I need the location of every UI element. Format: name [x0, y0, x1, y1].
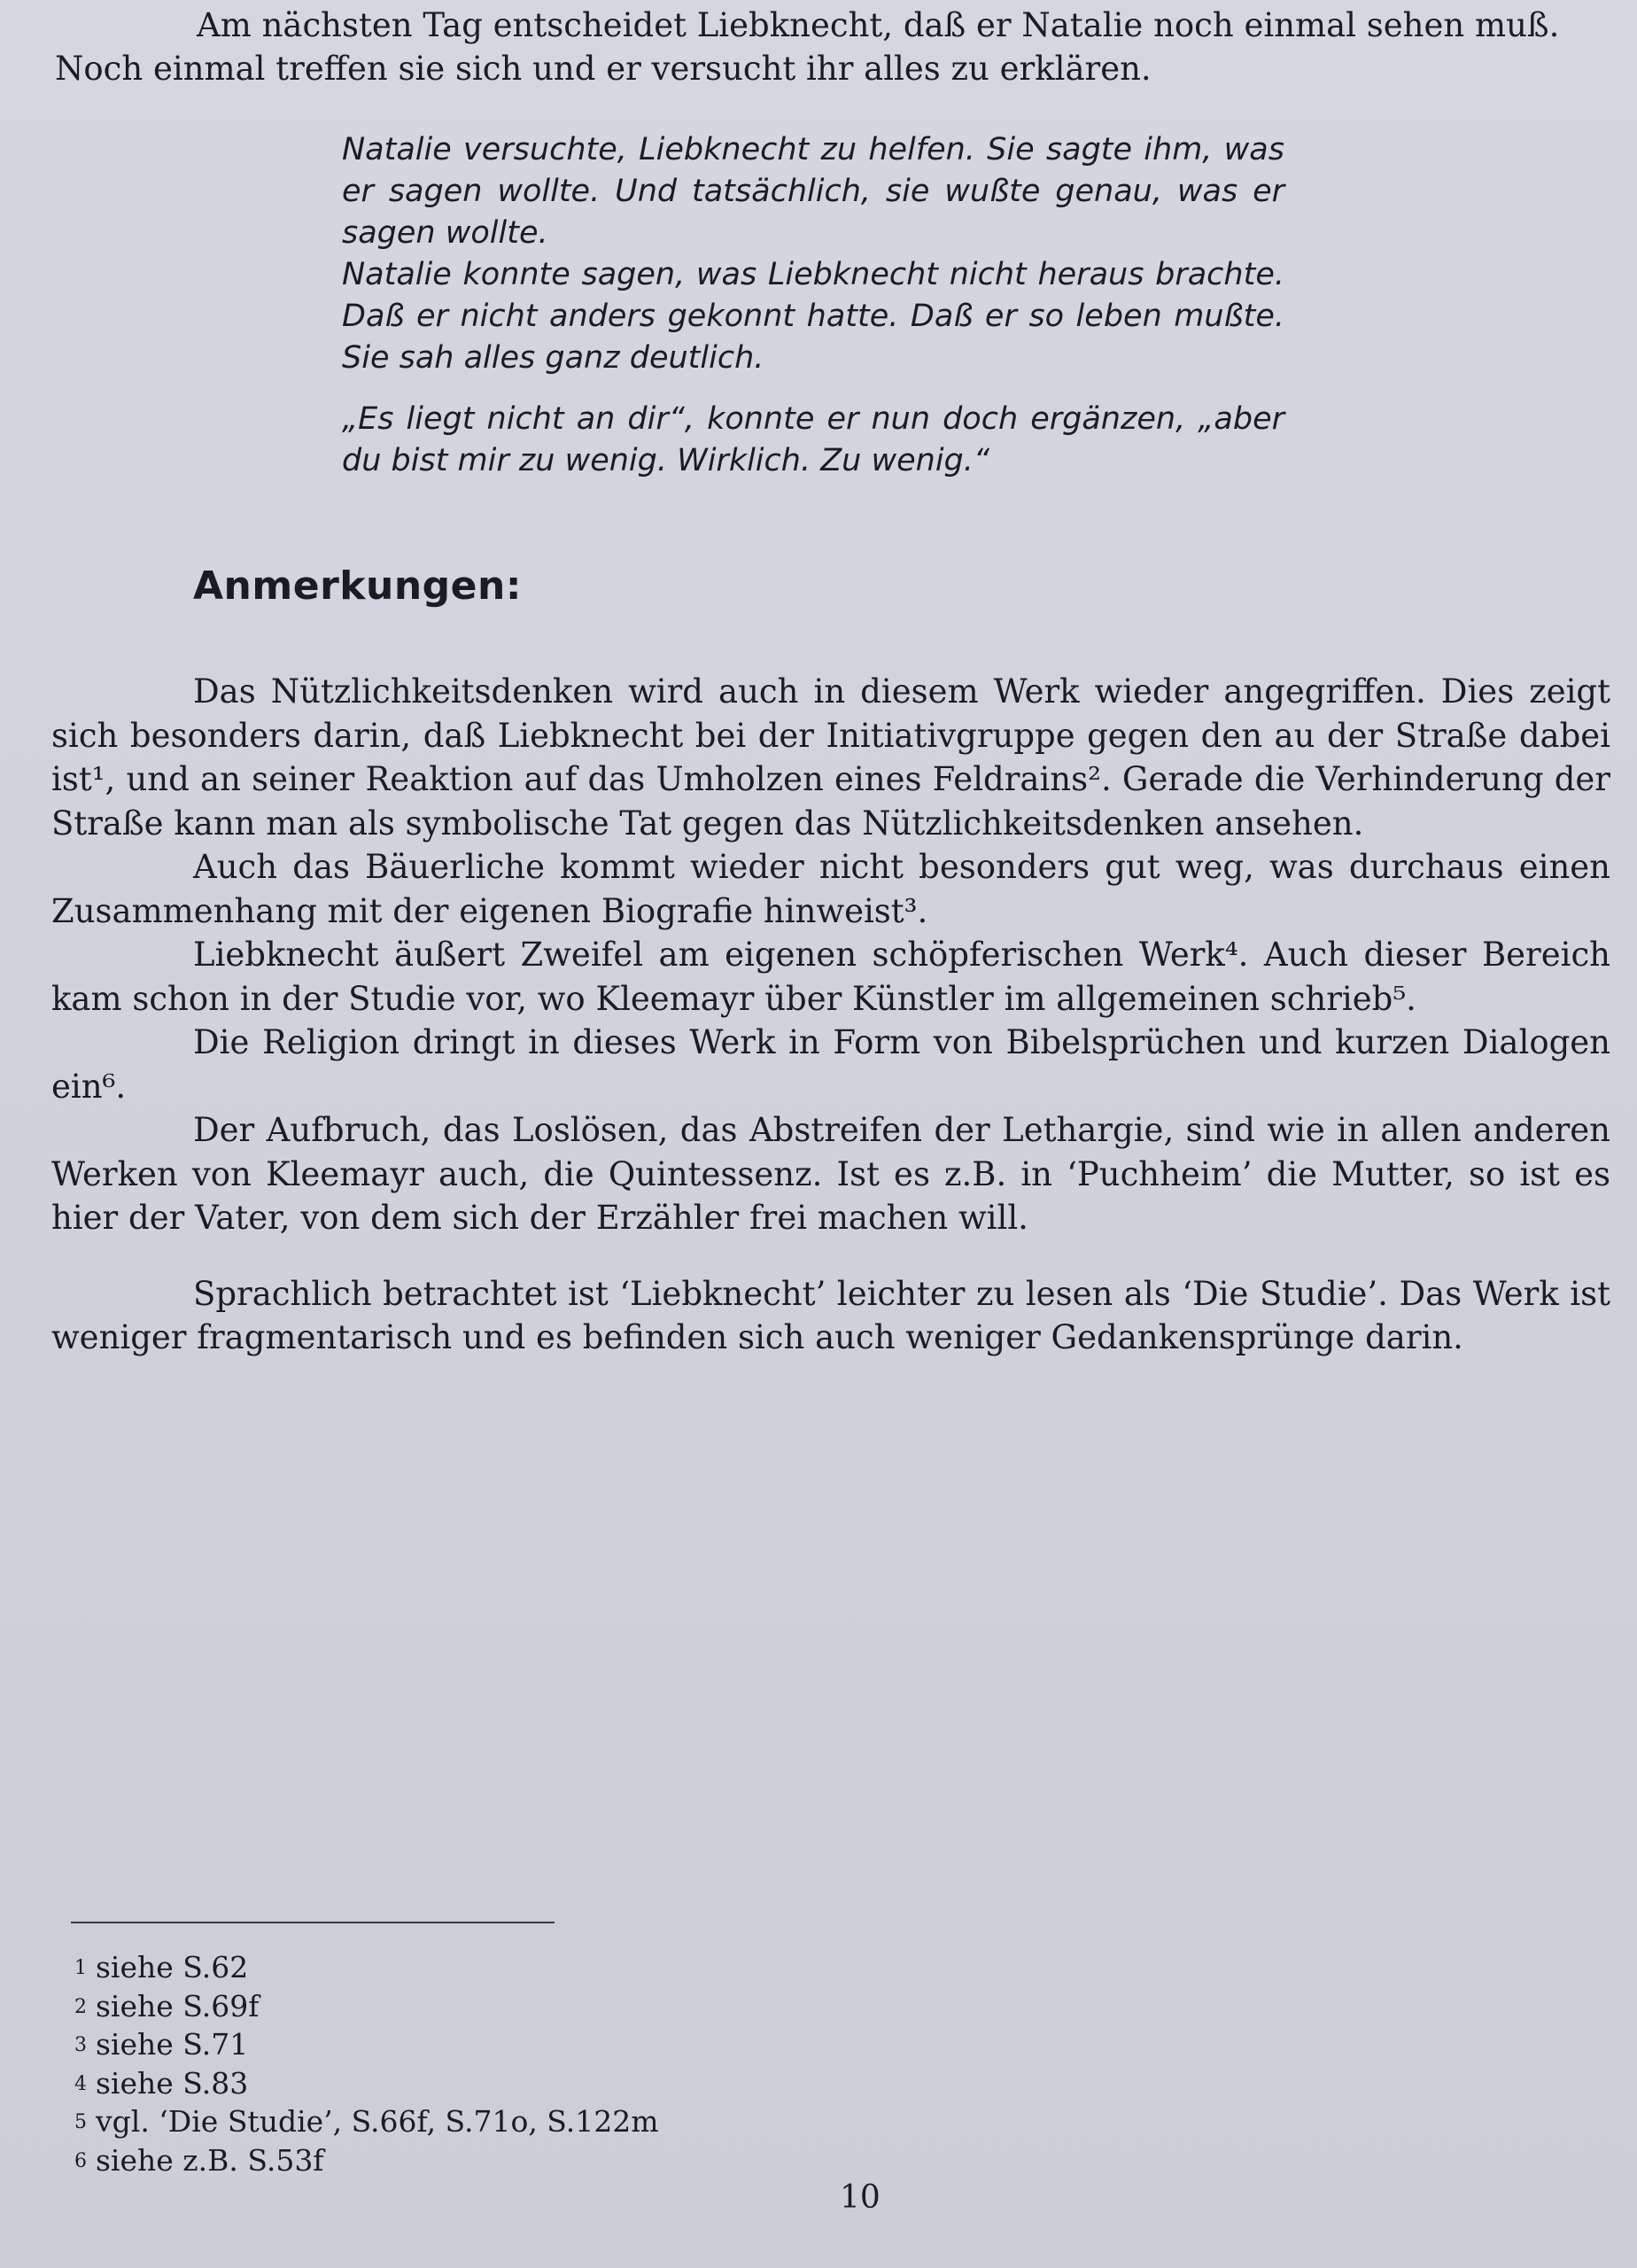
footnote-item	[74, 2142, 659, 2181]
footnote-number: 5	[74, 2111, 87, 2133]
footnote-number: 4	[74, 2072, 87, 2095]
footnote-text: siehe S.71	[96, 2027, 249, 2062]
body-paragraph-5: Der Aufbruch, das Loslösen, das Abstreifen der Lethargie, sind wie in allen anderen Werken von Kleemayr auch, die Quintessenz. Ist es z.B. in ‘Puchheim’ die Mutter, so ist es hier der Vater, von dem sich der Erzähler frei machen will.	[51, 1111, 1610, 1237]
section-heading: Anmerkungen:	[193, 563, 522, 609]
intro-text: Am nächsten Tag entscheidet Liebknecht, daß er Natalie noch einmal sehen muß. Noch einmal treffen sie sich und er versucht ihr alles zu erklären.	[55, 6, 1560, 88]
intro-paragraph	[55, 4, 1593, 90]
footnote-text: vgl. ‘Die Studie’, S.66f, S.71o, S.122m	[96, 2104, 659, 2139]
footnote-text: siehe S.62	[96, 1950, 249, 1984]
quoted-passage	[342, 129, 1284, 482]
body-paragraph-1: Das Nützlichkeitsdenken wird auch in diesem Werk wieder angegriffen. Dies zeigt sich besonders darin, daß Liebknecht bei der Initiativgruppe gegen den au der Straße dabei ist¹, und an seiner Reaktion auf das Umholzen eines Feldrains². Gerade die Verhinderung der Straße kann man als symbolische Tat gegen das Nützlichkeitsdenken ansehen.	[51, 672, 1610, 843]
footnote-item	[74, 1988, 659, 2027]
quote-gap	[342, 379, 1284, 399]
footnote-item	[74, 2103, 659, 2142]
body-paragraph-4: Die Religion dringt in dieses Werk in Form von Bibelsprüchen und kurzen Dialogen ein⁶.	[51, 1023, 1610, 1106]
body-paragraph-3: Liebknecht äußert Zweifel am eigenen schöpferischen Werk⁴. Auch dieser Bereich kam schon in der Studie vor, wo Kleemayr über Künstler im allgemeinen schrieb⁵.	[51, 936, 1610, 1018]
notes-body	[51, 670, 1610, 1360]
page-number: 10	[840, 2179, 881, 2216]
quote-paragraph-1: Natalie versuchte, Liebknecht zu helfen. Sie sagte ihm, was er sagen wollte. Und tatsächlich, sie wußte genau, was er sagen wollte.	[342, 132, 1284, 251]
footnote-item	[74, 1949, 659, 1988]
footnote-number: 1	[74, 1957, 87, 1979]
body-paragraph-2: Auch das Bäuerliche kommt wieder nicht besonders gut weg, was durchaus einen Zusammenhang mit der eigenen Biografie hinweist³.	[51, 848, 1610, 930]
quote-paragraph-2: Natalie konnte sagen, was Liebknecht nicht heraus brachte. Daß er nicht anders gekonnt hatte. Daß er so leben mußte. Sie sah alles ganz deutlich.	[342, 257, 1284, 376]
footnotes-list	[74, 1949, 659, 2180]
quote-paragraph-3: „Es liegt nicht an dir“, konnte er nun doch ergänzen, „aber du bist mir zu wenig. Wirklich. Zu wenig.“	[342, 401, 1284, 478]
footnote-text: siehe z.B. S.53f	[96, 2142, 324, 2178]
footnote-number: 6	[74, 2149, 87, 2172]
body-paragraph-6: Sprachlich betrachtet ist ‘Liebknecht’ leichter zu lesen als ‘Die Studie’. Das Werk ist weniger fragmentarisch und es befinden sich auch weniger Gedankensprünge darin.	[51, 1274, 1610, 1356]
footnote-item	[74, 2065, 659, 2104]
footnote-number: 3	[74, 2034, 87, 2056]
footnote-number: 2	[74, 1995, 87, 2018]
footnote-item	[74, 2026, 659, 2065]
footnote-text: siehe S.83	[96, 2065, 249, 2101]
footnote-text: siehe S.69f	[96, 1988, 260, 2023]
footnote-divider	[71, 1922, 555, 1923]
